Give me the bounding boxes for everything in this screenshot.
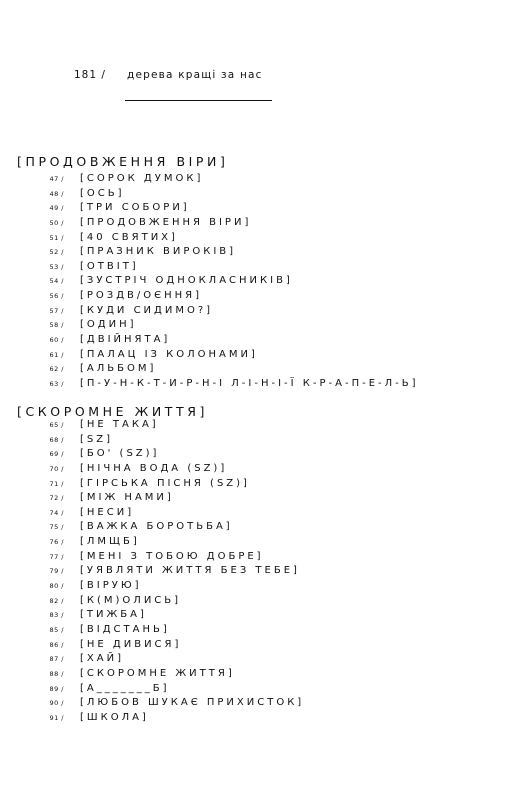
item-number: 75 /	[49, 523, 64, 532]
item-label: [ТИЖБА]	[80, 609, 147, 621]
list-item	[0, 202, 530, 217]
list-item	[0, 595, 530, 610]
list-item	[0, 261, 530, 276]
item-label: [SZ]	[80, 433, 114, 445]
list-item	[0, 653, 530, 668]
item-label: [ПРОДОВЖЕННЯ ВІРИ]	[80, 216, 252, 228]
list-item	[0, 434, 530, 449]
section-title: [СКОРОМНЕ ЖИТТЯ]	[17, 404, 208, 419]
list-item	[0, 507, 530, 522]
item-number: 72 /	[49, 494, 64, 503]
item-number: 87 /	[49, 655, 64, 664]
item-number: 49 /	[49, 204, 64, 213]
item-number: 56 /	[49, 292, 64, 301]
item-number: 91 /	[49, 713, 64, 722]
list-item	[0, 551, 530, 566]
item-number: 76 /	[49, 538, 64, 547]
item-number: 58 /	[49, 321, 64, 330]
list-item	[0, 419, 530, 434]
list-item	[0, 246, 530, 261]
list-item	[0, 697, 530, 712]
item-label: [П-У-Н-К-Т-И-Р-Н-І Л-І-Н-І-Ї К-Р-А-П-Е-Л-Ь]	[80, 377, 419, 389]
item-number: 90 /	[49, 699, 64, 708]
item-list	[0, 173, 530, 393]
list-item	[0, 378, 530, 393]
item-number: 68 /	[49, 435, 64, 444]
list-item	[0, 478, 530, 493]
list-item	[0, 217, 530, 232]
item-label: [К(М)ОЛИСЬ]	[80, 594, 182, 606]
item-number: 79 /	[49, 567, 64, 576]
item-number: 60 /	[49, 336, 64, 345]
item-label: [ВІРУЮ]	[80, 580, 142, 592]
item-number: 89 /	[49, 684, 64, 693]
item-number: 69 /	[49, 450, 64, 459]
list-item	[0, 305, 530, 320]
item-label: [УЯВЛЯТИ ЖИТТЯ БЕЗ ТЕБЕ]	[80, 565, 300, 577]
page-number: 181 /	[74, 69, 106, 81]
item-label: [ЛЮБОВ ШУКАЄ ПРИХИСТОК]	[80, 697, 305, 709]
item-number: 61 /	[49, 350, 64, 359]
item-label: [ОДИН]	[80, 319, 137, 331]
item-label: [ХАЙ]	[80, 653, 124, 665]
item-label: [ОСЬ]	[80, 187, 125, 199]
list-item	[0, 290, 530, 305]
item-number: 63 /	[49, 379, 64, 388]
list-item	[0, 349, 530, 364]
item-list	[0, 419, 530, 726]
list-item	[0, 668, 530, 683]
item-label: [НЕСИ]	[80, 506, 135, 518]
item-label: [ВАЖКА БОРОТЬБА]	[80, 521, 233, 533]
list-item	[0, 624, 530, 639]
item-label: [НІЧНА ВОДА (SZ)]	[80, 462, 228, 474]
list-item	[0, 275, 530, 290]
item-label: [АЛЬБОМ]	[80, 363, 157, 375]
item-label: [40 СВЯТИХ]	[80, 231, 178, 243]
item-number: 62 /	[49, 365, 64, 374]
item-number: 71 /	[49, 479, 64, 488]
item-label: [ПРАЗНИК ВИРОКІВ]	[80, 246, 237, 258]
item-number: 54 /	[49, 277, 64, 286]
item-label: [ШКОЛА]	[80, 711, 149, 723]
item-label: [КУДИ СИДИМО?]	[80, 304, 214, 316]
item-number: 52 /	[49, 248, 64, 257]
item-number: 82 /	[49, 596, 64, 605]
list-item	[0, 712, 530, 727]
list-item	[0, 521, 530, 536]
item-number: 57 /	[49, 306, 64, 315]
item-label: [ЗУСТРІЧ ОДНОКЛАСНИКІВ]	[80, 275, 293, 287]
item-label: [МЕНІ З ТОБОЮ ДОБРЕ]	[80, 550, 264, 562]
list-item	[0, 492, 530, 507]
list-item	[0, 363, 530, 378]
header-rule	[125, 100, 272, 101]
item-number: 83 /	[49, 611, 64, 620]
list-item	[0, 463, 530, 478]
item-number: 50 /	[49, 218, 64, 227]
item-label: [СОРОК ДУМОК]	[80, 173, 204, 184]
item-label: [А_______Б]	[80, 682, 170, 694]
list-item	[0, 536, 530, 551]
item-label: [НЕ ДИВИСЯ]	[80, 638, 182, 650]
item-label: [ОТВІТ]	[80, 260, 139, 272]
running-title: дерева кращі за нас	[127, 69, 263, 81]
item-label: [ГІРСЬКА ПІСНЯ (SZ)]	[80, 477, 250, 489]
list-item	[0, 448, 530, 463]
list-item	[0, 609, 530, 624]
list-item	[0, 173, 530, 188]
item-number: 74 /	[49, 508, 64, 517]
item-number: 86 /	[49, 640, 64, 649]
list-item	[0, 580, 530, 595]
item-number: 77 /	[49, 552, 64, 561]
item-label: [ВІДСТАНЬ]	[80, 623, 170, 635]
running-header	[0, 69, 530, 89]
item-number: 51 /	[49, 233, 64, 242]
item-label: [ДВІЙНЯТА]	[80, 334, 171, 346]
list-item	[0, 565, 530, 580]
item-label: [ТРИ СОБОРИ]	[80, 202, 190, 214]
list-item	[0, 683, 530, 698]
list-item	[0, 639, 530, 654]
item-label: [БО' (SZ)]	[80, 448, 160, 460]
item-label: [РОЗДВ/ОЄННЯ]	[80, 290, 202, 302]
item-number: 88 /	[49, 669, 64, 678]
list-item	[0, 319, 530, 334]
item-label: [МІЖ НАМИ]	[80, 492, 174, 504]
item-label: [ЛМЩБ]	[80, 536, 140, 548]
item-label: [НЕ ТАКА]	[80, 419, 159, 430]
item-number: 48 /	[49, 189, 64, 198]
section-title: [ПРОДОВЖЕННЯ ВІРИ]	[17, 154, 229, 169]
list-item	[0, 188, 530, 203]
item-label: [ПАЛАЦ ІЗ КОЛОНАМИ]	[80, 348, 258, 360]
list-item	[0, 334, 530, 349]
item-number: 53 /	[49, 262, 64, 271]
list-item	[0, 232, 530, 247]
item-number: 70 /	[49, 464, 64, 473]
item-number: 80 /	[49, 582, 64, 591]
item-number: 47 /	[49, 175, 64, 183]
item-number: 65 /	[49, 421, 64, 429]
item-label: [СКОРОМНЕ ЖИТТЯ]	[80, 667, 235, 679]
item-number: 85 /	[49, 625, 64, 634]
